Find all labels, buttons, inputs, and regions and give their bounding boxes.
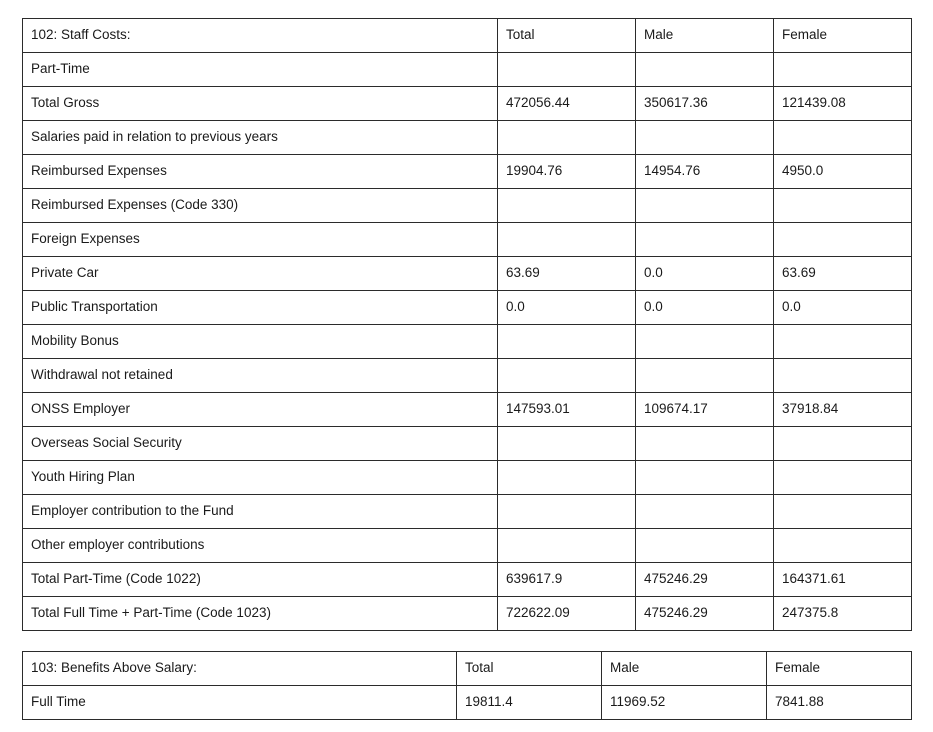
row-label: Reimbursed Expenses (23, 155, 498, 189)
row-male (636, 325, 774, 359)
row-total (498, 189, 636, 223)
row-label: ONSS Employer (23, 393, 498, 427)
row-female (774, 461, 912, 495)
row-female: 4950.0 (774, 155, 912, 189)
row-label: Employer contribution to the Fund (23, 495, 498, 529)
header-cell-total: Total (457, 652, 602, 686)
row-male (636, 495, 774, 529)
header-cell-female: Female (774, 19, 912, 53)
row-total: 147593.01 (498, 393, 636, 427)
row-total (498, 529, 636, 563)
row-female: 63.69 (774, 257, 912, 291)
table-header-row (23, 652, 912, 686)
table-row (23, 461, 912, 495)
row-label: Withdrawal not retained (23, 359, 498, 393)
row-female: 121439.08 (774, 87, 912, 121)
row-female: 37918.84 (774, 393, 912, 427)
row-label: Total Full Time + Part-Time (Code 1023) (23, 597, 498, 631)
row-female (774, 359, 912, 393)
row-total: 472056.44 (498, 87, 636, 121)
table-row (23, 291, 912, 325)
row-female (774, 325, 912, 359)
row-female (774, 427, 912, 461)
table-row (23, 495, 912, 529)
table-header-row (23, 19, 912, 53)
row-male (636, 359, 774, 393)
row-label: Mobility Bonus (23, 325, 498, 359)
row-female: 247375.8 (774, 597, 912, 631)
row-label: Youth Hiring Plan (23, 461, 498, 495)
row-male: 475246.29 (636, 563, 774, 597)
row-label: Public Transportation (23, 291, 498, 325)
row-total (498, 359, 636, 393)
row-total (498, 427, 636, 461)
row-female (774, 529, 912, 563)
row-male (636, 461, 774, 495)
row-label: Total Gross (23, 87, 498, 121)
row-female (774, 121, 912, 155)
benefits-above-salary-table (22, 651, 912, 720)
row-male (636, 427, 774, 461)
table-row (23, 53, 912, 87)
row-total (498, 121, 636, 155)
table-row (23, 686, 912, 720)
row-male (636, 223, 774, 257)
header-cell-male: Male (636, 19, 774, 53)
table-row (23, 257, 912, 291)
row-label: Reimbursed Expenses (Code 330) (23, 189, 498, 223)
row-total (498, 53, 636, 87)
row-male: 475246.29 (636, 597, 774, 631)
table-row (23, 359, 912, 393)
row-male: 11969.52 (602, 686, 767, 720)
row-male (636, 529, 774, 563)
header-cell-label: 103: Benefits Above Salary: (23, 652, 457, 686)
row-label: Full Time (23, 686, 457, 720)
table-row (23, 597, 912, 631)
row-total: 639617.9 (498, 563, 636, 597)
table-row (23, 427, 912, 461)
table-row (23, 189, 912, 223)
row-male: 0.0 (636, 291, 774, 325)
row-female (774, 495, 912, 529)
row-male: 0.0 (636, 257, 774, 291)
row-male: 350617.36 (636, 87, 774, 121)
row-label: Part-Time (23, 53, 498, 87)
row-total: 63.69 (498, 257, 636, 291)
row-total (498, 223, 636, 257)
row-male: 109674.17 (636, 393, 774, 427)
table-row (23, 223, 912, 257)
row-label: Total Part-Time (Code 1022) (23, 563, 498, 597)
table-row (23, 87, 912, 121)
table-row (23, 393, 912, 427)
row-female (774, 223, 912, 257)
row-total: 19904.76 (498, 155, 636, 189)
table-row (23, 325, 912, 359)
table-row (23, 155, 912, 189)
row-total: 722622.09 (498, 597, 636, 631)
row-total (498, 325, 636, 359)
table-row (23, 121, 912, 155)
header-cell-label: 102: Staff Costs: (23, 19, 498, 53)
row-label: Other employer contributions (23, 529, 498, 563)
row-label: Overseas Social Security (23, 427, 498, 461)
table-row (23, 563, 912, 597)
row-label: Salaries paid in relation to previous years (23, 121, 498, 155)
row-female: 7841.88 (767, 686, 912, 720)
row-male (636, 53, 774, 87)
row-male: 14954.76 (636, 155, 774, 189)
row-total: 0.0 (498, 291, 636, 325)
row-label: Foreign Expenses (23, 223, 498, 257)
table-row (23, 529, 912, 563)
row-female (774, 189, 912, 223)
row-female: 0.0 (774, 291, 912, 325)
table-gap (22, 631, 911, 651)
row-total (498, 461, 636, 495)
row-total: 19811.4 (457, 686, 602, 720)
header-cell-total: Total (498, 19, 636, 53)
staff-costs-table (22, 18, 912, 631)
header-cell-female: Female (767, 652, 912, 686)
row-total (498, 495, 636, 529)
row-male (636, 121, 774, 155)
header-cell-male: Male (602, 652, 767, 686)
row-female (774, 53, 912, 87)
row-male (636, 189, 774, 223)
row-label: Private Car (23, 257, 498, 291)
row-female: 164371.61 (774, 563, 912, 597)
